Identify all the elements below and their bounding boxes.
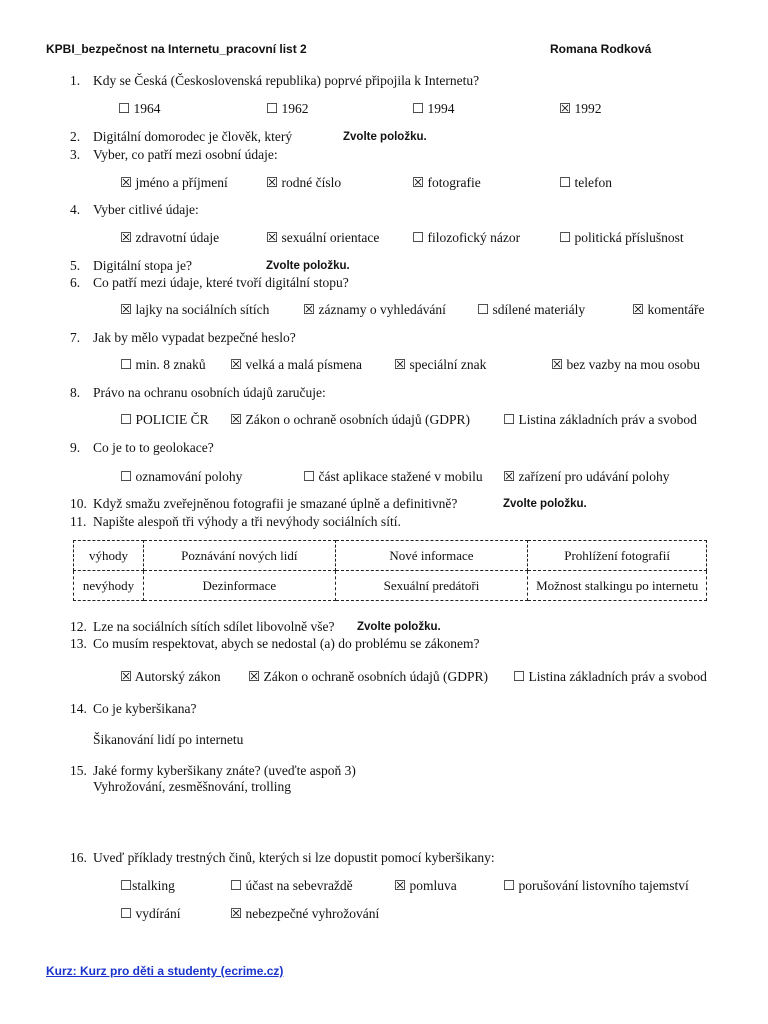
checkbox-option[interactable]: ☒ fotografie xyxy=(412,175,481,190)
checkbox-option[interactable]: ☐ 1994 xyxy=(412,101,455,116)
checkbox-option[interactable]: ☒ bez vazby na mou osobu xyxy=(551,357,700,372)
checkbox-option[interactable]: ☐ 1964 xyxy=(118,101,161,116)
table-cell: Nové informace xyxy=(335,541,528,571)
checkbox-option[interactable]: ☐ min. 8 znaků xyxy=(120,357,206,372)
checkbox-option[interactable]: ☐ politická příslušnost xyxy=(559,230,684,245)
checkbox-option[interactable]: ☒ zařízení pro udávání polohy xyxy=(503,469,670,484)
question-7: 7. Jak by mělo vypadat bezpečné heslo? xyxy=(70,330,296,345)
checkbox-option[interactable]: ☒ Zákon o ochraně osobních údajů (GDPR) xyxy=(248,669,489,684)
checkbox-option[interactable]: ☒ zdravotní údaje xyxy=(120,230,220,245)
question-9: 9. Co je to to geolokace? xyxy=(70,440,214,455)
question-10: 10. Když smažu zveřejněnou fotografii je smazané úplně a definitivně? xyxy=(70,496,458,511)
checkbox-option[interactable]: ☒ sexuální orientace xyxy=(266,230,380,245)
table-cell: výhody xyxy=(74,541,144,571)
question-14: 14. Co je kyberšikana? xyxy=(70,701,197,716)
pros-cons-table xyxy=(73,540,707,601)
checkbox-option[interactable]: ☐ vydírání xyxy=(120,906,181,921)
table-cell: Dezinformace xyxy=(143,571,335,601)
checkbox-option[interactable]: ☐ oznamování polohy xyxy=(120,469,243,484)
checkbox-option[interactable]: ☐ Listina základních práv a svobod xyxy=(503,412,697,427)
checkbox-option[interactable]: ☐ telefon xyxy=(559,175,612,190)
checkbox-option[interactable]: ☐ porušování listovního tajemství xyxy=(503,878,689,893)
question-8: 8. Právo na ochranu osobních údajů zaručuje: xyxy=(70,385,326,400)
question-5: 5. Digitální stopa je? xyxy=(70,258,192,273)
question-15: 15. Jaké formy kyberšikany znáte? (uveďte aspoň 3) xyxy=(70,763,356,778)
checkbox-option[interactable]: ☒ jméno a příjmení xyxy=(120,175,228,190)
checkbox-option[interactable]: ☒ velká a malá písmena xyxy=(230,357,363,372)
table-cell: Poznávání nových lidí xyxy=(143,541,335,571)
checkbox-option[interactable]: ☐ Listina základních práv a svobod xyxy=(513,669,707,684)
dropdown-select[interactable]: Zvolte položku. xyxy=(266,260,350,272)
checkbox-option[interactable]: ☒ rodné číslo xyxy=(266,175,342,190)
table-cell: Sexuální predátoři xyxy=(335,571,528,601)
checkbox-option[interactable]: ☒ komentáře xyxy=(632,302,705,317)
question-13: 13. Co musím respektovat, abych se nedostal (a) do problému se zákonem? xyxy=(70,636,480,651)
checkbox-option[interactable]: ☐ sdílené materiály xyxy=(477,302,586,317)
answer-14: Šikanování lidí po internetu xyxy=(93,732,244,747)
question-3: 3. Vyber, co patří mezi osobní údaje: xyxy=(70,147,278,162)
checkbox-option[interactable]: ☐ účast na sebevraždě xyxy=(230,878,353,893)
question-12: 12. Lze na sociálních sítích sdílet libovolně vše? xyxy=(70,619,335,634)
question-2: 2. Digitální domorodec je člověk, který xyxy=(70,129,293,144)
question-1: 1. Kdy se Česká (Československá republika) poprvé připojila k Internetu? xyxy=(70,73,480,88)
table-cell: Možnost stalkingu po internetu xyxy=(528,571,707,601)
question-6: 6. Co patří mezi údaje, které tvoří digitální stopu? xyxy=(70,275,349,290)
document-title: KPBI_bezpečnost na Internetu_pracovní list 2 xyxy=(46,42,307,56)
table-row xyxy=(74,541,707,571)
question-4: 4. Vyber citlivé údaje: xyxy=(70,202,199,217)
table-row xyxy=(74,571,707,601)
checkbox-option[interactable]: ☒ 1992 xyxy=(559,101,602,116)
checkbox-option[interactable]: ☒ Zákon o ochraně osobních údajů (GDPR) xyxy=(230,412,471,427)
checkbox-option[interactable]: ☒ speciální znak xyxy=(394,357,487,372)
author-name: Romana Rodková xyxy=(550,42,652,56)
checkbox-option[interactable]: ☐stalking xyxy=(120,878,175,893)
checkbox-option[interactable]: ☒ nebezpečné vyhrožování xyxy=(230,906,380,921)
question-11: 11. Napište alespoň tři výhody a tři nevýhody sociálních sítí. xyxy=(70,514,401,529)
checkbox-option[interactable]: ☒ záznamy o vyhledávání xyxy=(303,302,446,317)
question-16: 16. Uveď příklady trestných činů, kterých si lze dopustit pomocí kyberšikany: xyxy=(70,850,495,865)
table-cell: Prohlížení fotografií xyxy=(528,541,707,571)
checkbox-option[interactable]: ☐ část aplikace stažené v mobilu xyxy=(303,469,483,484)
table-cell: nevýhody xyxy=(74,571,144,601)
checkbox-option[interactable]: ☐ filozofický názor xyxy=(412,230,521,245)
checkbox-option[interactable]: ☒ Autorský zákon xyxy=(120,669,221,684)
dropdown-select[interactable]: Zvolte položku. xyxy=(503,498,587,510)
checkbox-option[interactable]: ☒ pomluva xyxy=(394,878,457,893)
checkbox-option[interactable]: ☐ 1962 xyxy=(266,101,309,116)
answer-15: Vyhrožování, zesměšnování, trolling xyxy=(93,779,291,794)
dropdown-select[interactable]: Zvolte položku. xyxy=(357,621,441,633)
checkbox-option[interactable]: ☐ POLICIE ČR xyxy=(120,412,209,427)
course-link[interactable]: Kurz: Kurz pro děti a studenty (ecrime.cz) xyxy=(46,964,284,978)
checkbox-option[interactable]: ☒ lajky na sociálních sítích xyxy=(120,302,270,317)
dropdown-select[interactable]: Zvolte položku. xyxy=(343,131,427,143)
